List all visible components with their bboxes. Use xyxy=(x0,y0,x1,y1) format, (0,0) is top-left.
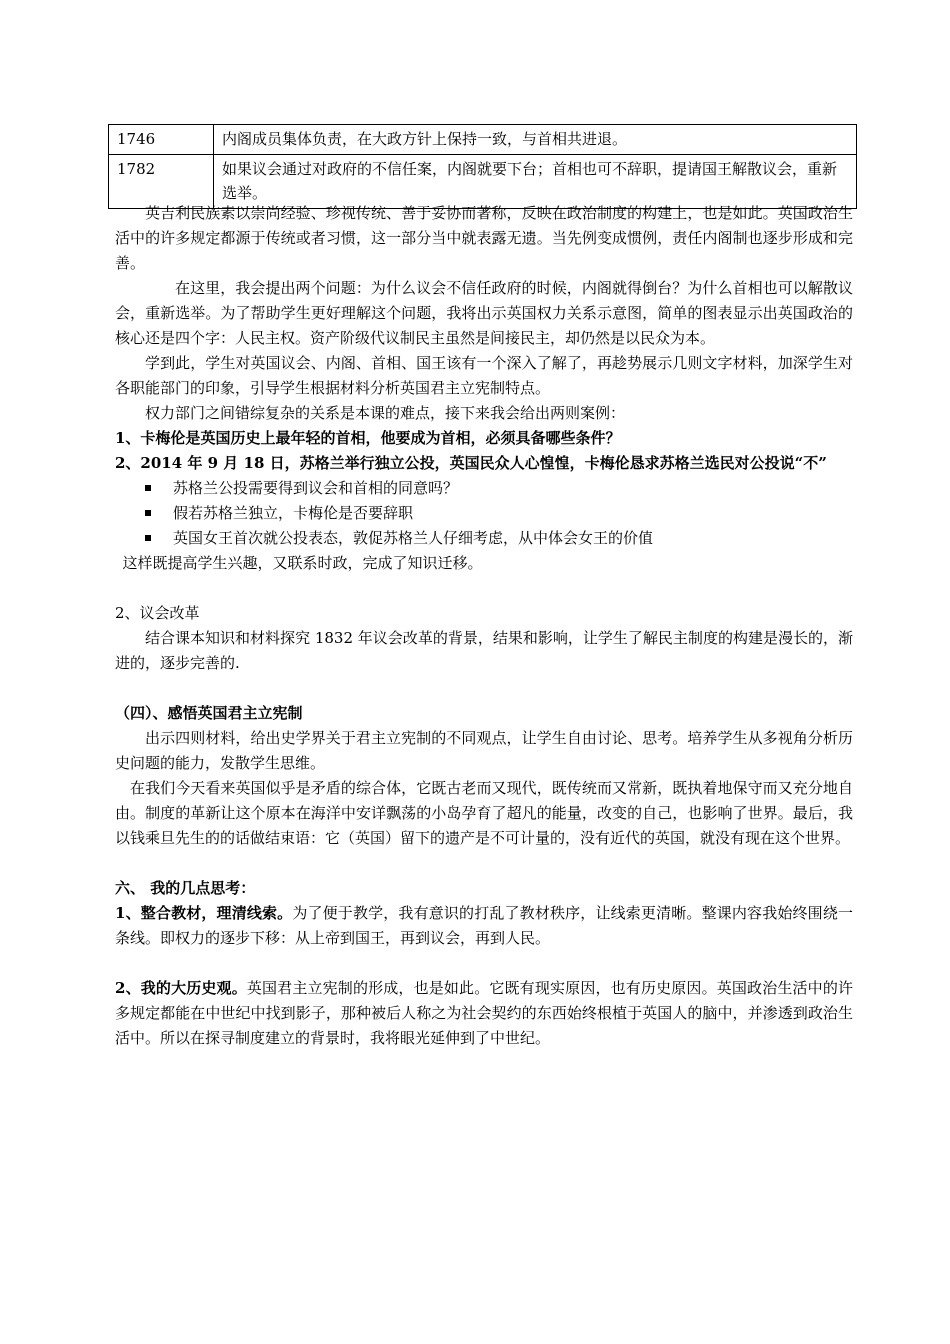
paragraph: 英吉利民族素以崇尚经验、珍视传统、善于妥协而著称，反映在政治制度的构建上，也是如此。英国政治生活中的许多规定都源于传统或者习惯，这一部分当中就表露无遗。当先例变成惯例，责任内阁制也逐步形成和完善。 xyxy=(115,204,853,272)
paragraph: 学到此，学生对英国议会、内阁、首相、国王该有一个深入了解了，再趁势展示几则文字材料，加深学生对各职能部门的印象，引导学生根据材料分析英国君主立宪制特点。 xyxy=(115,354,853,397)
section-heading: 六、 我的几点思考： xyxy=(115,879,256,897)
table-cell-text: 内阁成员集体负责，在大政方针上保持一致，与首相共进退。 xyxy=(214,125,857,155)
table-cell-text: 如果议会通过对政府的不信任案，内阁就要下台；首相也可不辞职，提请国王解散议会，重新选举。 xyxy=(214,155,857,209)
paragraph: 权力部门之间错综复杂的关系是本课的难点，接下来我会给出两则案例： xyxy=(145,404,626,422)
case-bullet-list xyxy=(115,476,853,551)
square-bullet-icon xyxy=(145,510,151,516)
square-bullet-icon xyxy=(145,535,151,541)
case-question-1: 1、卡梅伦是英国历史上最年轻的首相，他要成为首相，必须具备哪些条件？ xyxy=(115,429,621,447)
list-item-text: 英国女王首次就公投表态，敦促苏格兰人仔细考虑，从中体会女王的价值 xyxy=(173,529,654,547)
section-heading: （四）、感悟英国君主立宪制 xyxy=(115,704,303,722)
thought-title: 1、整合教材，理清线索。 xyxy=(115,904,293,922)
paragraph xyxy=(115,976,853,1051)
case-question-2: 2、2014 年 9 月 18 日，苏格兰举行独立公投，英国民众人心惶惶，卡梅伦恳求苏格兰选民对公投说“不” xyxy=(115,454,827,472)
paragraph: 这样既提高学生兴趣，又联系时政，完成了知识迁移。 xyxy=(122,554,483,572)
paragraph: 出示四则材料，给出史学界关于君主立宪制的不同观点，让学生自由讨论、思考。培养学生从多视角分析历史问题的能力，发散学生思维。 xyxy=(115,729,853,772)
square-bullet-icon xyxy=(145,485,151,491)
thought-text: 英国君主立宪制的形成，也是如此。它既有现实原因，也有历史原因。英国政治生活中的许多规定都能在中世纪中找到影子，那种被后人称之为社会契约的东西始终根植于英国人的脑中，并渗透到政治生活中。所以在探寻制度建立的背景时，我将眼光延伸到了中世纪。 xyxy=(115,979,853,1047)
paragraph xyxy=(115,901,853,951)
thought-text: 为了便于教学，我有意识的打乱了教材秩序，让线索更清晰。整课内容我始终围绕一条线。即权力的逐步下移：从上帝到国王，再到议会，再到人民。 xyxy=(115,904,853,947)
list-item xyxy=(115,476,853,501)
list-item xyxy=(115,526,853,551)
document-body xyxy=(115,201,853,1051)
table-cell-year: 1746 xyxy=(109,125,214,155)
thought-title: 2、我的大历史观。 xyxy=(115,979,247,997)
history-table xyxy=(108,124,857,209)
section-heading: 2、议会改革 xyxy=(115,604,200,622)
paragraph: 在这里，我会提出两个问题：为什么议会不信任政府的时候，内阁就得倒台？为什么首相也可以解散议会，重新选举。为了帮助学生更好理解这个问题，我将出示英国权力关系示意图，简单的图表显示出英国政治的核心还是四个字：人民主权。资产阶级代议制民主虽然是间接民主，却仍然是以民众为本。 xyxy=(115,279,853,347)
list-item-text: 苏格兰公投需要得到议会和首相的同意吗？ xyxy=(173,479,459,497)
paragraph: 在我们今天看来英国似乎是矛盾的综合体，它既古老而又现代，既传统而又常新，既执着地保守而又充分地自由。制度的革新让这个原本在海洋中安详飘荡的小岛孕育了超凡的能量，改变的自己，也影响了世界。最后，我以钱乘旦先生的的话做结束语：它（英国）留下的遗产是不可计量的，没有近代的英国，就没有现在这个世界。 xyxy=(115,779,853,847)
list-item xyxy=(115,501,853,526)
paragraph: 结合课本知识和材料探究 1832 年议会改革的背景，结果和影响，让学生了解民主制度的构建是漫长的，渐进的，逐步完善的. xyxy=(115,629,853,672)
list-item-text: 假若苏格兰独立，卡梅伦是否要辞职 xyxy=(173,504,414,522)
table-cell-year: 1782 xyxy=(109,155,214,209)
table-row xyxy=(109,125,857,155)
